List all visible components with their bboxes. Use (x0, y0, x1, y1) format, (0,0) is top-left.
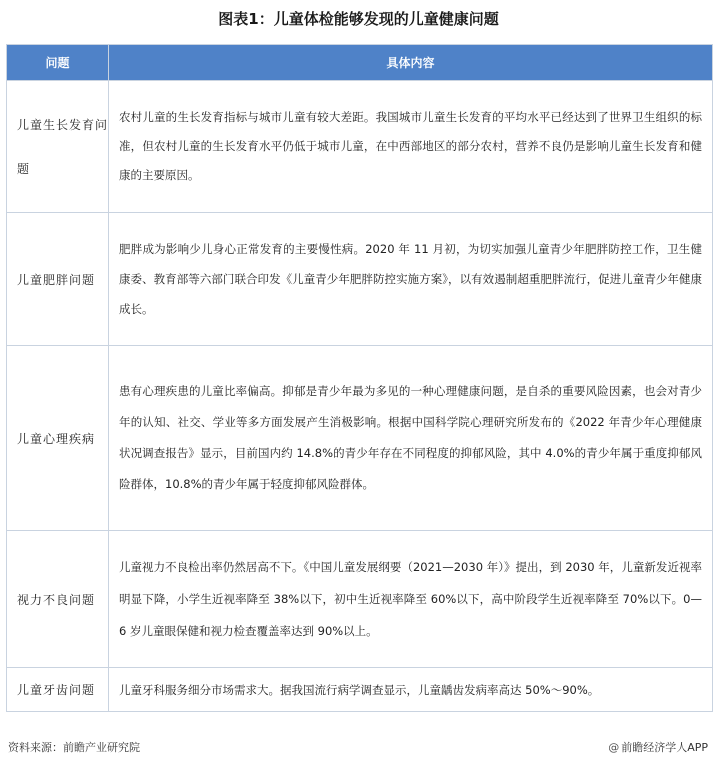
table-row (7, 81, 713, 213)
content-cell: 肥胖成为影响少儿身心正常发育的主要慢性病。2020 年 11 月初，为切实加强儿童青少年肥胖防控工作，卫生健康委、教育部等六部门联合印发《儿童青少年肥胖防控实施方案》，以有效遏制超重肥胖流行，促进儿童青少年健康成长。 (109, 213, 713, 346)
health-issues-table (6, 44, 713, 712)
column-header-content: 具体内容 (109, 45, 713, 81)
brand-name: 前瞻经济学人APP (621, 741, 708, 754)
source-note: 资料来源：前瞻产业研究院 (8, 741, 140, 754)
footer (6, 737, 712, 757)
at-symbol: @ (608, 741, 620, 754)
table-row (7, 668, 713, 712)
table-row (7, 531, 713, 668)
page-title: 图表1：儿童体检能够发现的儿童健康问题 (218, 10, 499, 28)
content-cell: 儿童牙科服务细分市场需求大。据我国流行病学调查显示，儿童龋齿发病率高达 50%～90%。 (109, 668, 713, 712)
problem-cell: 儿童生长发育问题 (7, 81, 109, 213)
column-header-problem: 问题 (7, 45, 109, 81)
table-row (7, 346, 713, 531)
table-header-row (7, 45, 713, 81)
problem-cell: 视力不良问题 (7, 531, 109, 668)
problem-cell: 儿童心理疾病 (7, 346, 109, 531)
problem-cell: 儿童肥胖问题 (7, 213, 109, 346)
content-cell: 儿童视力不良检出率仍然居高不下。《中国儿童发展纲要（2021—2030 年）》提出，到 2030 年，儿童新发近视率明显下降，小学生近视率降至 38%以下，初中生近视率降至 60%以下，高中阶段学生近视率降至 70%以下。0—6 岁儿童眼保健和视力检查覆盖率达到 90%以上。 (109, 531, 713, 668)
content-cell: 农村儿童的生长发育指标与城市儿童有较大差距。我国城市儿童生长发育的平均水平已经达到了世界卫生组织的标准，但农村儿童的生长发育水平仍低于城市儿童，在中西部地区的部分农村，营养不良仍是影响儿童生长发育和健康的主要原因。 (109, 81, 713, 213)
content-cell: 患有心理疾患的儿童比率偏高。抑郁是青少年最为多见的一种心理健康问题，是自杀的重要风险因素，也会对青少年的认知、社交、学业等多方面发展产生消极影响。根据中国科学院心理研究所发布的《2022 年青少年心理健康状况调查报告》显示，目前国内约 14.8%的青少年存在不同程度的抑郁风险，其中 4.0%的青少年属于重度抑郁风险群体，10.8%的青少年属于轻度抑郁风险群体。 (109, 346, 713, 531)
brand-credit (608, 739, 708, 755)
table-row (7, 213, 713, 346)
problem-cell: 儿童牙齿问题 (7, 668, 109, 712)
